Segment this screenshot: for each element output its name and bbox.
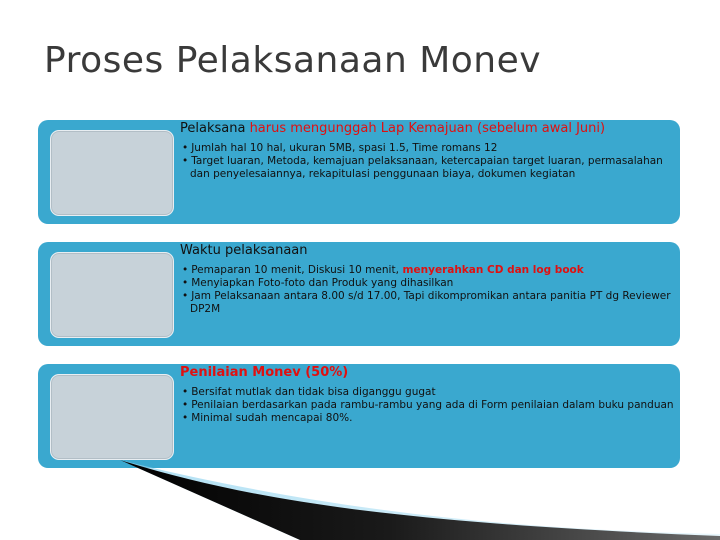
list-item: • Minimal sudah mencapai 80%. (180, 412, 674, 425)
section-content (180, 120, 674, 181)
section-card-2 (38, 242, 680, 346)
list-item: • Jam Pelaksanaan antara 8.00 s/d 17.00, Tapi dikompromikan antara panitia PT dg Reviewer DP2M (180, 290, 674, 316)
bullet-list (180, 386, 674, 425)
placeholder-image (50, 130, 174, 216)
list-item: • Menyiapkan Foto-foto dan Produk yang dihasilkan (180, 277, 674, 290)
section-heading: Waktu pelaksanaan (180, 243, 308, 258)
section-heading: Penilaian Monev (50%) (180, 365, 349, 380)
section-heading (180, 121, 674, 136)
heading-prefix: Pelaksana (180, 121, 250, 136)
list-item-text: Pemaparan 10 menit, Diskusi 10 menit, (191, 264, 399, 276)
section-card-1 (38, 120, 680, 224)
list-item-highlight: menyerahkan CD dan log book (398, 264, 584, 276)
section-card-3 (38, 364, 680, 468)
section-content (180, 364, 674, 425)
placeholder-image (50, 374, 174, 460)
list-item: • Bersifat mutlak dan tidak bisa diganggu gugat (180, 386, 674, 399)
list-item: • Penilaian berdasarkan pada rambu-rambu yang ada di Form penilaian dalam buku panduan (180, 399, 674, 412)
bullet-list (180, 142, 674, 181)
list-item: • Target luaran, Metoda, kemajuan pelaksanaan, ketercapaian target luaran, permasalahan dan penyelesaiannya, rekapitulasi penggunaan biaya, dokumen kegiatan (180, 155, 674, 181)
placeholder-image (50, 252, 174, 338)
slide-title: Proses Pelaksanaan Monev (44, 40, 542, 81)
list-item (180, 264, 674, 277)
bullet-list (180, 264, 674, 316)
section-content (180, 242, 674, 316)
decorative-swoosh (0, 460, 720, 540)
list-item: • Jumlah hal 10 hal, ukuran 5MB, spasi 1.5, Time romans 12 (180, 142, 674, 155)
heading-highlight: harus mengunggah Lap Kemajuan (sebelum awal Juni) (249, 121, 606, 136)
